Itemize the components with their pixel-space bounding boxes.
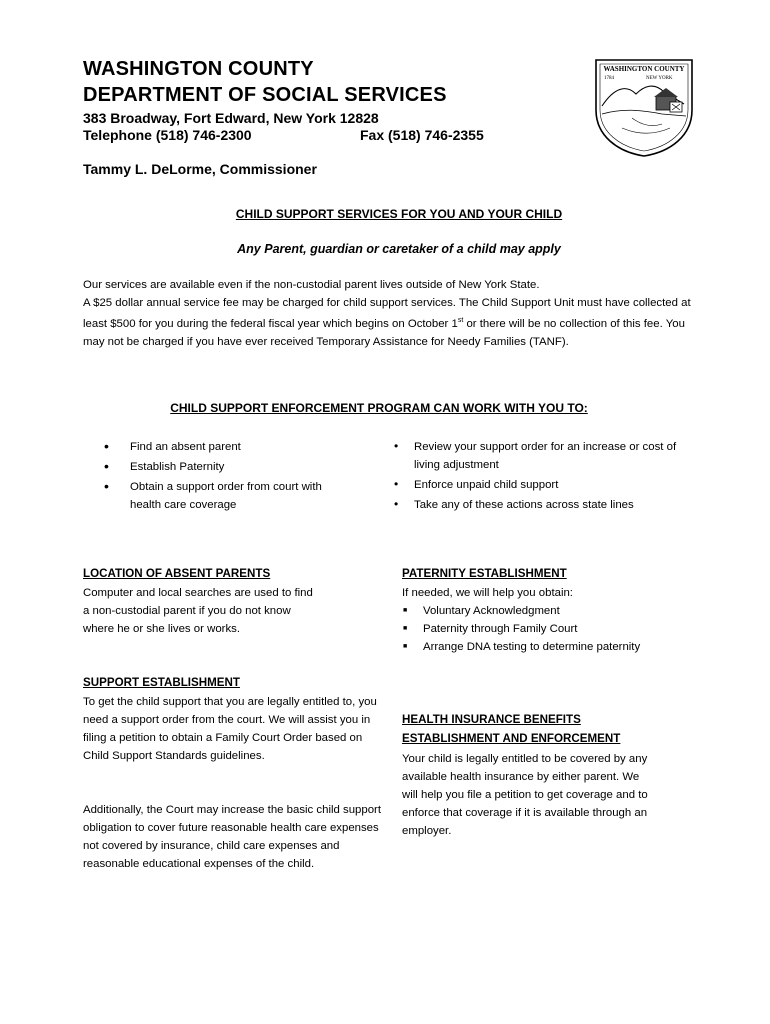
intro-paragraph-2 bbox=[83, 294, 693, 351]
health-heading-line2: ESTABLISHMENT AND ENFORCEMENT bbox=[402, 732, 621, 745]
seal-year: 1784 bbox=[604, 76, 614, 81]
eligibility-tagline: Any Parent, guardian or caretaker of a child may apply bbox=[237, 242, 561, 256]
seal-top-text: WASHINGTON COUNTY bbox=[603, 65, 685, 73]
program-heading: CHILD SUPPORT ENFORCEMENT PROGRAM CAN WORK WITH YOU TO: bbox=[170, 401, 588, 415]
fax: Fax (518) 746-2355 bbox=[360, 127, 484, 143]
fee-text: A $25 dollar annual service fee may be charged for child support services. The Child Support Unit must have collected at least $500 for you during the federal fiscal year which begins on October 1 bbox=[83, 297, 691, 330]
paternity-intro: If needed, we will help you obtain: bbox=[402, 587, 573, 599]
telephone: Telephone (518) 746-2300 bbox=[83, 127, 252, 143]
fee-text-continued: or there will be no collection of this fee. You may not be charged if you have ever received Temporary Assistance for Needy Families (TANF). bbox=[83, 317, 685, 348]
seal-state: NEW YORK bbox=[646, 76, 673, 81]
list-item: • Take any of these actions across state lines bbox=[390, 496, 680, 514]
list-item: • Establish Paternity bbox=[96, 458, 356, 476]
list-item: • Find an absent parent bbox=[96, 438, 356, 456]
list-item: ■ Arrange DNA testing to determine paternity bbox=[402, 638, 662, 656]
support-body-additional: Additionally, the Court may increase the basic child support obligation to cover future reasonable health care expenses not covered by insurance, child care expenses and reasonable educational expenses of the child. bbox=[83, 804, 381, 870]
health-heading-line1: HEALTH INSURANCE BENEFITS bbox=[402, 713, 581, 726]
health-body: Your child is legally entitled to be covered by any available health insurance by either parent. We will help you file a petition to get coverage and to enforce that coverage if it is available through an employer. bbox=[402, 753, 648, 837]
list-item: ■ Paternity through Family Court bbox=[402, 620, 662, 638]
document-subtitle: CHILD SUPPORT SERVICES FOR YOU AND YOUR CHILD bbox=[235, 207, 563, 221]
agency-name: WASHINGTON COUNTY bbox=[83, 58, 314, 80]
list-item: • Obtain a support order from court with health care coverage bbox=[96, 478, 356, 514]
program-services-right bbox=[390, 438, 680, 516]
paternity-options bbox=[402, 602, 662, 656]
location-body: Computer and local searches are used to find a non-custodial parent if you do not know where he or she lives or works. bbox=[83, 587, 313, 635]
list-item: ■ Voluntary Acknowledgment bbox=[402, 602, 662, 620]
location-heading: LOCATION OF ABSENT PARENTS bbox=[83, 567, 271, 580]
program-services-left bbox=[96, 438, 356, 516]
list-item: • Review your support order for an increase or cost of living adjustment bbox=[390, 438, 680, 474]
list-item: • Enforce unpaid child support bbox=[390, 476, 680, 494]
support-heading: SUPPORT ESTABLISHMENT bbox=[83, 676, 240, 689]
paternity-heading: PATERNITY ESTABLISHMENT bbox=[402, 567, 567, 580]
department-name: DEPARTMENT OF SOCIAL SERVICES bbox=[83, 84, 447, 106]
intro-paragraphs bbox=[83, 276, 693, 351]
ordinal-suffix: st bbox=[457, 317, 464, 324]
county-seal-logo bbox=[592, 58, 696, 158]
address: 383 Broadway, Fort Edward, New York 12828 bbox=[83, 110, 379, 126]
commissioner: Tammy L. DeLorme, Commissioner bbox=[83, 161, 317, 177]
intro-paragraph-1: Our services are available even if the non-custodial parent lives outside of New York State. bbox=[83, 279, 540, 291]
support-body: To get the child support that you are legally entitled to, you need a support order from the court. We will assist you in filing a petition to obtain a Family Court Order based on Child Support Standards guidelines. bbox=[83, 696, 377, 762]
